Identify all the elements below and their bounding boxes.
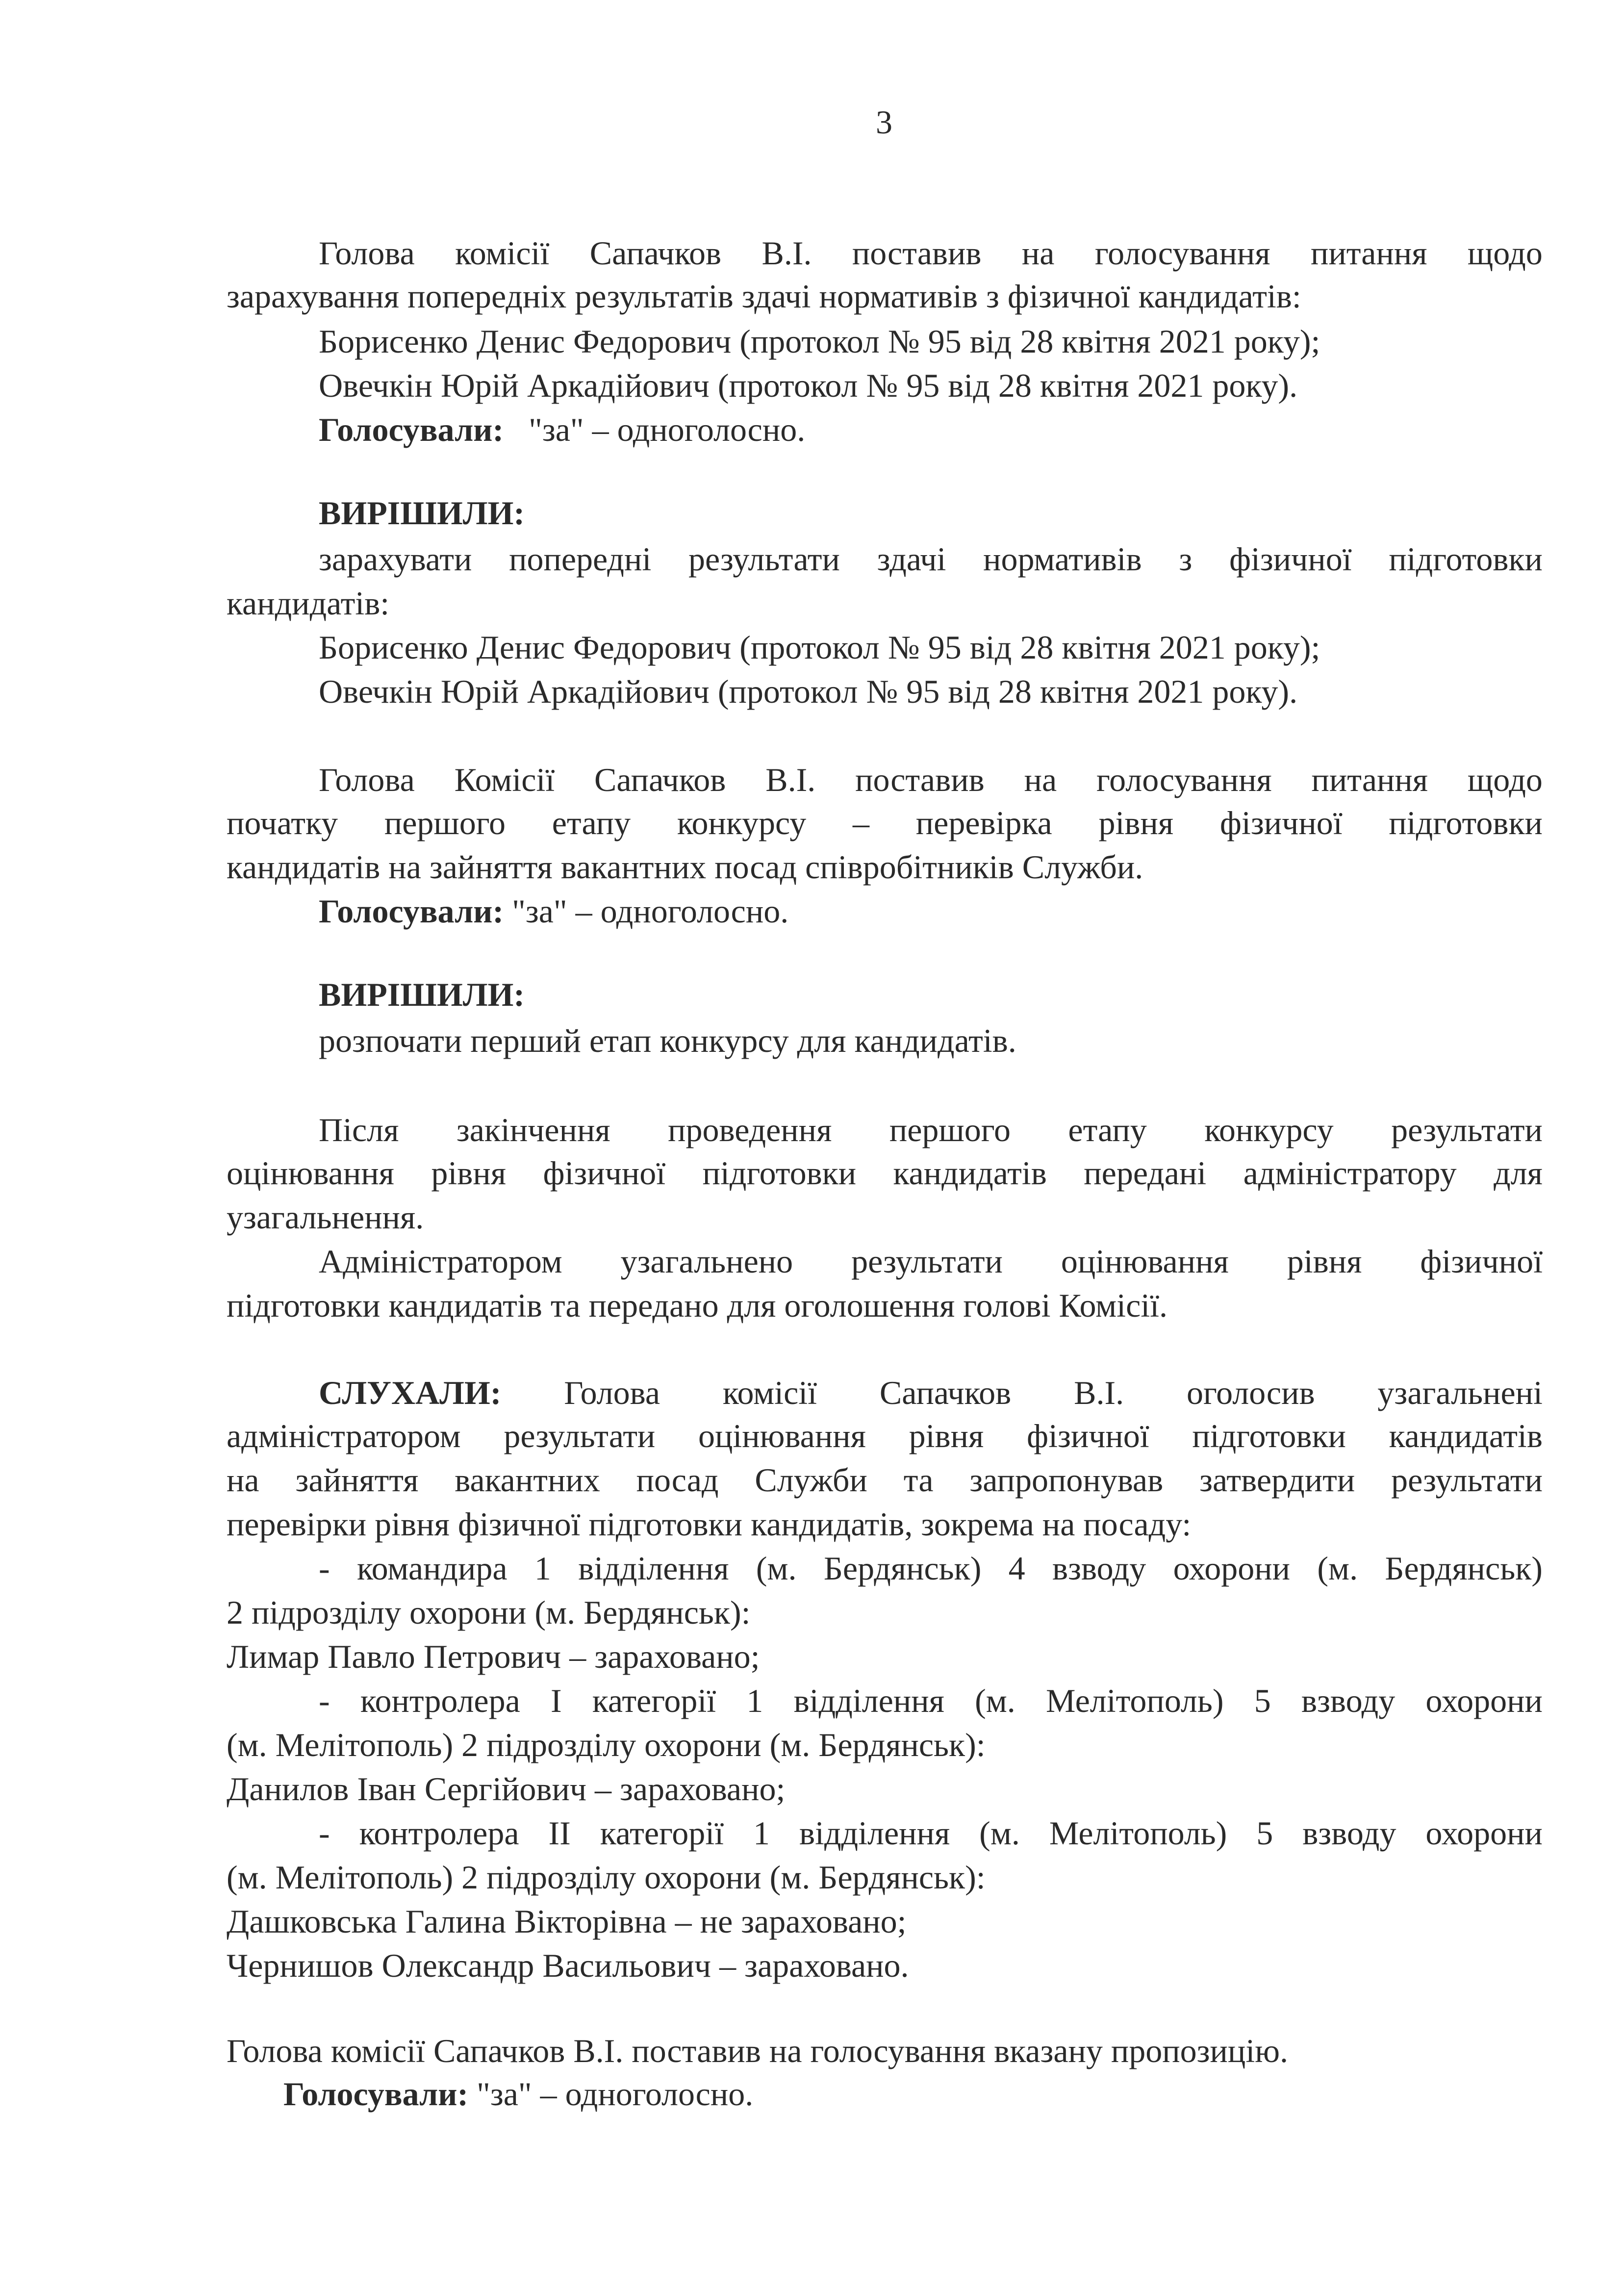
word: фізичної (1219, 804, 1343, 841)
position-line: (м. Мелітополь) 2 підрозділу охорони (м. Бердянськ): (227, 1859, 986, 1896)
position-line (319, 1552, 1543, 1585)
word: результати (1391, 1111, 1543, 1148)
paragraph-line (227, 806, 1543, 840)
paragraph-line (319, 1245, 1543, 1278)
word: (м. (1317, 1550, 1358, 1587)
vote-line (319, 413, 805, 446)
word: 1 (746, 1682, 763, 1719)
word: посад (636, 1461, 719, 1499)
page-number: 3 (876, 103, 892, 141)
vote-line (319, 894, 788, 928)
word: першого (384, 804, 506, 841)
word: рівня (1287, 1243, 1362, 1280)
paragraph-line: перевірки рівня фізичної підготовки кандидатів, зокрема на посаду: (227, 1505, 1192, 1543)
paragraph-line (319, 1113, 1543, 1147)
word: поставив (852, 234, 982, 272)
word: питання (1310, 234, 1427, 272)
vote-result: "за" – одноголосно. (477, 2075, 754, 2113)
word: результати (688, 540, 840, 578)
word: В.І. (1074, 1374, 1124, 1411)
vote-result: "за" – одноголосно. (512, 892, 789, 930)
word: Бердянськ) (1385, 1550, 1543, 1587)
word: Голова (319, 761, 415, 798)
word: І (551, 1682, 562, 1719)
word: – (853, 804, 869, 841)
candidate-line: Борисенко Денис Федорович (протокол № 95 від 28 квітня 2021 року); (319, 629, 1320, 666)
word: командира (356, 1550, 508, 1587)
word: для (1494, 1154, 1543, 1192)
word: рівня (909, 1417, 984, 1454)
word: щодо (1467, 761, 1543, 798)
word: кандидатів (1389, 1417, 1543, 1454)
word: питання (1311, 761, 1428, 798)
word: взводу (1052, 1550, 1146, 1587)
result-line: Чернишов Олександр Васильович – зараховано. (227, 1947, 909, 1984)
word: оголосив (1186, 1374, 1315, 1411)
word: 1 (753, 1814, 770, 1852)
word: запропонував (969, 1461, 1164, 1499)
word: на (227, 1461, 259, 1499)
vote-label: Голосували: (319, 892, 504, 930)
result-line: Лимар Павло Петрович – зараховано; (227, 1638, 760, 1675)
word: - (319, 1814, 330, 1852)
result-line: Дашковська Галина Вікторівна – не зараховано; (227, 1903, 907, 1940)
word: (м. (756, 1550, 797, 1587)
paragraph-line: узагальнення. (227, 1198, 424, 1236)
word: конкурсу (677, 804, 807, 841)
word: перевірка (915, 804, 1052, 841)
candidate-line: Борисенко Денис Федорович (протокол № 95 від 28 квітня 2021 року); (319, 323, 1320, 360)
word: підготовки (1192, 1417, 1346, 1454)
word: вакантних (455, 1461, 600, 1499)
paragraph-line: кандидатів: (227, 585, 390, 622)
word: закінчення (456, 1111, 610, 1148)
candidate-line: Овечкін Юрій Аркадійович (протокол № 95 від 28 квітня 2021 року). (319, 367, 1298, 404)
word: Сапачков (879, 1374, 1012, 1411)
word: Мелітополь) (1049, 1814, 1227, 1852)
word: адміністратору (1243, 1154, 1457, 1192)
word: на (1024, 761, 1057, 798)
word: відділення (799, 1814, 950, 1852)
word: зарахувати (319, 540, 472, 578)
word: зайняття (295, 1461, 419, 1499)
word: результати (1391, 1461, 1543, 1499)
word: Бердянськ) (823, 1550, 982, 1587)
word: результати (504, 1417, 656, 1454)
word: Голова (564, 1374, 660, 1411)
word: 4 (1008, 1550, 1025, 1587)
word: результати (851, 1243, 1003, 1280)
word: відділення (793, 1682, 944, 1719)
word: оцінювання (1061, 1243, 1229, 1280)
word: нормативів (983, 540, 1142, 578)
word: охорони (1425, 1682, 1543, 1719)
heard-label: СЛУХАЛИ: (319, 1374, 502, 1411)
vote-label: Голосували: (283, 2075, 469, 2113)
word: узагальнені (1377, 1374, 1543, 1411)
word: Служби (755, 1461, 867, 1499)
word: попередні (509, 540, 652, 578)
word: контролера (360, 1682, 520, 1719)
word: взводу (1302, 1814, 1396, 1852)
word: Після (319, 1111, 399, 1148)
position-line: 2 підрозділу охорони (м. Бердянськ): (227, 1594, 751, 1631)
word: охорони (1425, 1814, 1543, 1852)
word: оцінювання (227, 1154, 394, 1192)
word: категорії (592, 1682, 716, 1719)
paragraph-line (319, 542, 1543, 576)
word: комісії (455, 234, 550, 272)
word: 1 (534, 1550, 551, 1587)
word: фізичної (1027, 1417, 1149, 1454)
word: конкурсу (1204, 1111, 1334, 1148)
word: адміністратором (227, 1417, 461, 1454)
position-line (319, 1684, 1543, 1717)
word: оцінювання (698, 1417, 866, 1454)
word: Мелітополь) (1046, 1682, 1224, 1719)
paragraph-line: зарахування попередніх результатів здачі нормативів з фізичної кандидатів: (227, 278, 1301, 315)
word: ІІ (548, 1814, 571, 1852)
paragraph-line (319, 1376, 1543, 1409)
word: Сапачков (594, 761, 726, 798)
word: узагальнено (620, 1243, 793, 1280)
word: з (1179, 540, 1193, 578)
vote-result: "за" – одноголосно. (529, 411, 806, 448)
word: (м. (979, 1814, 1020, 1852)
candidate-line: Овечкін Юрій Аркадійович (протокол № 95 від 28 квітня 2021 року). (319, 673, 1298, 710)
word: проведення (668, 1111, 832, 1148)
word: підготовки (702, 1154, 857, 1192)
paragraph-line: розпочати перший етап конкурсу для кандидатів. (319, 1022, 1016, 1059)
word: 5 (1256, 1814, 1273, 1852)
word: категорії (600, 1814, 724, 1852)
word: кандидатів (893, 1154, 1047, 1192)
word: етапу (1068, 1111, 1147, 1148)
word: рівня (431, 1154, 507, 1192)
word: В.І. (765, 761, 816, 798)
word: відділення (578, 1550, 729, 1587)
paragraph-line: кандидатів на зайняття вакантних посад співробітників Служби. (227, 848, 1143, 886)
word: взводу (1301, 1682, 1396, 1719)
paragraph-line: підготовки кандидатів та передано для оголошення голові Комісії. (227, 1287, 1168, 1324)
word: охорони (1173, 1550, 1291, 1587)
word: В.І. (761, 234, 812, 272)
paragraph-line (227, 1156, 1543, 1190)
word: - (319, 1550, 330, 1587)
word: на (1021, 234, 1055, 272)
paragraph-line (227, 1419, 1543, 1453)
paragraph-line (227, 1463, 1543, 1497)
word: голосування (1094, 234, 1270, 272)
paragraph-line (319, 236, 1543, 270)
word: голосування (1096, 761, 1272, 798)
word: фізичної (1420, 1243, 1543, 1280)
decision-heading: ВИРІШИЛИ: (319, 494, 525, 532)
position-line (319, 1816, 1543, 1850)
word: рівня (1098, 804, 1174, 841)
word: 5 (1254, 1682, 1271, 1719)
word: першого (889, 1111, 1011, 1148)
word: Голова (319, 234, 415, 272)
word: поставив (855, 761, 985, 798)
word: етапу (552, 804, 631, 841)
word: початку (227, 804, 338, 841)
word: передані (1084, 1154, 1207, 1192)
word: фізичної (543, 1154, 666, 1192)
position-line: (м. Мелітополь) 2 підрозділу охорони (м. Бердянськ): (227, 1726, 986, 1763)
word: (м. (975, 1682, 1015, 1719)
word: контролера (359, 1814, 519, 1852)
decision-heading: ВИРІШИЛИ: (319, 976, 525, 1013)
word: комісії (722, 1374, 817, 1411)
word: затвердити (1199, 1461, 1355, 1499)
word: Комісії (454, 761, 555, 798)
word: щодо (1467, 234, 1543, 272)
result-line: Данилов Іван Сергійович – зараховано; (227, 1770, 786, 1808)
word: здачі (877, 540, 946, 578)
word: Адміністратором (319, 1243, 562, 1280)
word: підготовки (1389, 804, 1543, 841)
word: фізичної (1229, 540, 1352, 578)
paragraph-line (319, 763, 1543, 796)
word: - (319, 1682, 330, 1719)
vote-line (283, 2077, 753, 2111)
vote-label: Голосували: (319, 411, 504, 448)
word: та (903, 1461, 934, 1499)
word: Сапачков (589, 234, 722, 272)
paragraph-line: Голова комісії Сапачков В.І. поставив на голосування вказану пропозицію. (227, 2032, 1289, 2069)
word: підготовки (1389, 540, 1543, 578)
